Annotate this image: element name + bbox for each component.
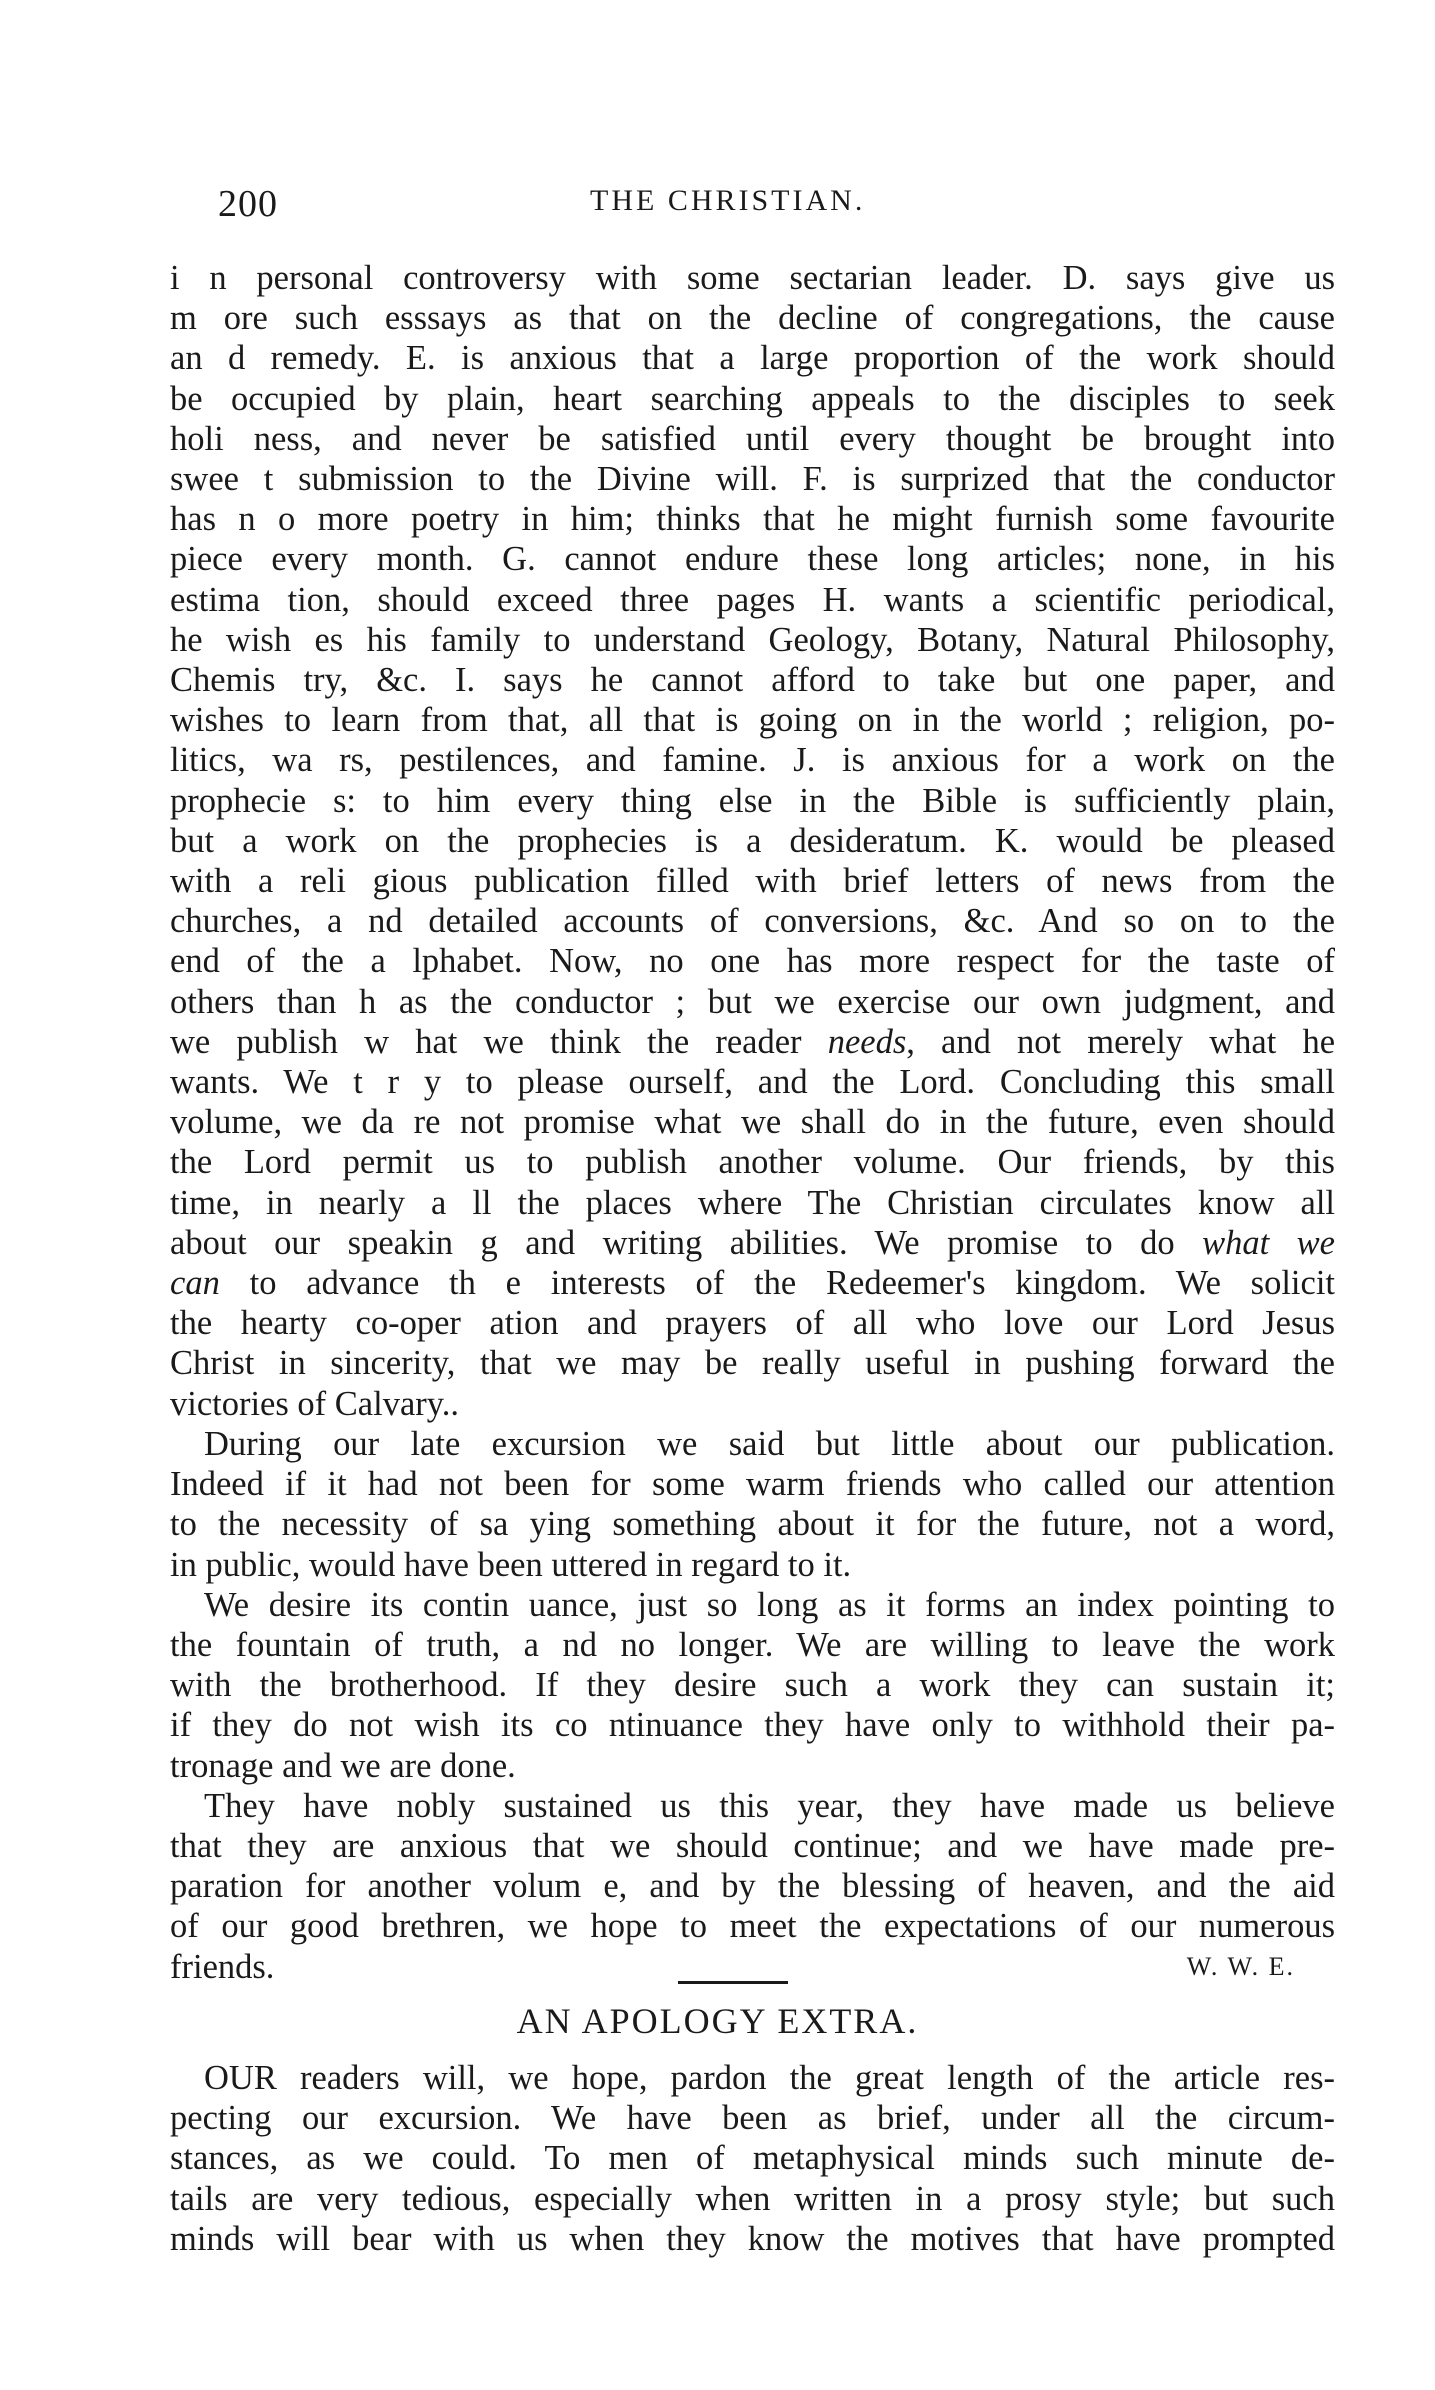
text-line: churches, a nd detailed accounts of conversions, &c. And so on to the xyxy=(170,902,1335,941)
text-line: piece every month. G. cannot endure these long articles; none, in his xyxy=(170,540,1335,579)
text-line: paration for another volum e, and by the blessing of heaven, and the aid xyxy=(170,1867,1335,1906)
text-line: swee t submission to the Divine will. F. is surprized that the conductor xyxy=(170,460,1335,499)
text-line: volume, we da re not promise what we shall do in the future, even should xyxy=(170,1103,1335,1142)
text-line: We desire its contin uance, just so long as it forms an index pointing to xyxy=(204,1585,1335,1624)
text-line xyxy=(170,1022,1335,1062)
text-line: prophecie s: to him every thing else in the Bible is sufficiently plain, xyxy=(170,781,1335,820)
text-line: with a reli gious publication filled with brief letters of news from the xyxy=(170,862,1335,901)
text-line: if they do not wish its co ntinuance they have only to withhold their pa- xyxy=(170,1706,1335,1745)
text-line: but a work on the prophecies is a desideratum. K. would be pleased xyxy=(170,821,1335,860)
italic-text: can xyxy=(170,1264,220,1303)
section-heading: AN APOLOGY EXTRA. xyxy=(516,2001,919,2041)
text-line: Indeed if it had not been for some warm friends who called our attention xyxy=(170,1465,1335,1504)
text-line: that they are anxious that we should continue; and we have made pre- xyxy=(170,1826,1335,1865)
page-number: 200 xyxy=(218,183,278,225)
text-line: OUR readers will, we hope, pardon the great length of the article res- xyxy=(204,2059,1335,2097)
text-run: to advance th e interests of the Redeemer's kingdom. We solicit xyxy=(249,1264,1336,1303)
text-run: , and not merely what he xyxy=(906,1022,1336,1061)
text-line xyxy=(170,1263,1335,1303)
text-line: They have nobly sustained us this year, they have made us believe xyxy=(204,1786,1335,1825)
text-line: end of the a lphabet. Now, no one has more respect for the taste of xyxy=(170,942,1335,981)
paragraph-3 xyxy=(170,1585,1335,1786)
text-line: he wish es his family to understand Geology, Botany, Natural Philosophy, xyxy=(170,620,1335,659)
text-line: has n o more poetry in him; thinks that he might furnish some favourite xyxy=(170,500,1335,539)
italic-text: what we xyxy=(1202,1223,1335,1262)
text-line: others than h as the conductor ; but we exercise our own judgment, and xyxy=(170,982,1335,1021)
paragraph-1 xyxy=(170,258,1335,1424)
text-line: minds will bear with us when they know the motives that have prompted xyxy=(170,2219,1335,2258)
text-line: wants. We t r y to please ourself, and the Lord. Concluding this small xyxy=(170,1063,1335,1102)
paragraph-4 xyxy=(170,1786,1335,1987)
text-line: tronage and we are done. xyxy=(170,1746,516,1785)
text-line: the fountain of truth, a nd no longer. We are willing to leave the work xyxy=(170,1625,1335,1664)
text-run: we publish w hat we think the reader xyxy=(170,1022,802,1061)
text-line: be occupied by plain, heart searching appeals to the disciples to seek xyxy=(170,379,1335,418)
text-line: m ore such esssays as that on the decline of congregations, the cause xyxy=(170,299,1335,338)
text-line: to the necessity of sa ying something about it for the future, not a word, xyxy=(170,1505,1335,1544)
text-line: in public, would have been uttered in regard to it. xyxy=(170,1545,852,1584)
text-line: holi ness, and never be satisfied until every thought be brought into xyxy=(170,419,1335,458)
paragraph-2 xyxy=(170,1424,1335,1585)
text-run: friends. xyxy=(170,1947,275,1986)
text-line: victories of Calvary.. xyxy=(170,1384,460,1423)
paragraph-5 xyxy=(170,2058,1335,2259)
text-line: Christ in sincerity, that we may be really useful in pushing forward the xyxy=(170,1344,1335,1383)
text-line: pecting our excursion. We have been as brief, under all the circum- xyxy=(170,2099,1335,2138)
italic-text: needs xyxy=(827,1022,907,1061)
text-line xyxy=(170,1223,1335,1263)
text-line: tails are very tedious, especially when written in a prosy style; but such xyxy=(170,2179,1335,2218)
article-body xyxy=(170,258,1335,1987)
text-line: of our good brethren, we hope to meet the expectations of our numerous xyxy=(170,1907,1335,1946)
running-head: THE CHRISTIAN. xyxy=(590,184,866,217)
text-line: with the brotherhood. If they desire such a work they can sustain it; xyxy=(170,1666,1335,1705)
apology-body xyxy=(170,2058,1335,2259)
author-signature: W. W. E. xyxy=(1186,1951,1295,1981)
text-line: time, in nearly a ll the places where The Christian circulates know all xyxy=(170,1183,1335,1222)
text-run: about our speakin g and writing abilities. We promise to do xyxy=(170,1223,1175,1262)
text-line: an d remedy. E. is anxious that a large proportion of the work should xyxy=(170,339,1335,378)
text-line: litics, wa rs, pestilences, and famine. J. is anxious for a work on the xyxy=(170,741,1335,780)
text-line: wishes to learn from that, all that is going on in the world ; religion, po- xyxy=(170,701,1335,740)
text-line: estima tion, should exceed three pages H. wants a scientific periodical, xyxy=(170,580,1335,619)
text-line: During our late excursion we said but little about our publication. xyxy=(204,1424,1335,1463)
text-line: i n personal controversy with some sectarian leader. D. says give us xyxy=(170,259,1335,297)
text-line: stances, as we could. To men of metaphysical minds such minute de- xyxy=(170,2139,1335,2178)
text-line: the hearty co-oper ation and prayers of all who love our Lord Jesus xyxy=(170,1304,1335,1343)
text-line: Chemis try, &c. I. says he cannot afford to take but one paper, and xyxy=(170,661,1335,700)
section-divider xyxy=(678,1981,788,1984)
text-line: the Lord permit us to publish another volume. Our friends, by this xyxy=(170,1143,1335,1182)
